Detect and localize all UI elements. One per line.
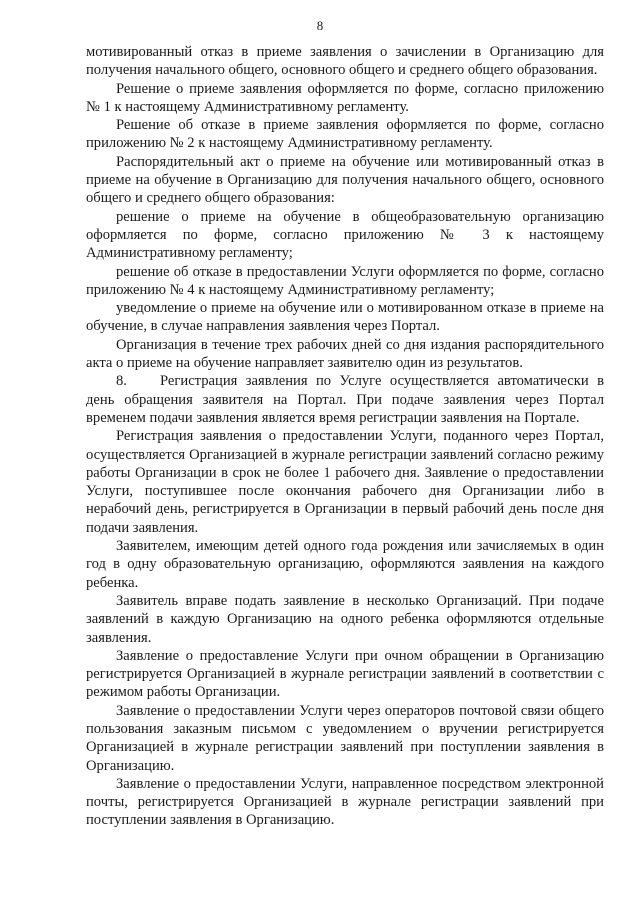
paragraph xyxy=(86,153,604,208)
paragraph xyxy=(86,80,604,117)
paragraph xyxy=(86,702,604,775)
paragraph-text: решение о приеме на обучение в общеобразовательную организацию оформляется по форме, согласно приложению № 3 к настоящему Административному регламенту; xyxy=(86,208,604,262)
paragraph-text: Заявление о предоставлении Услуги, направленное посредством электронной почты, регистрируется Организацией в журнале регистрации заявлений при поступлении заявления в Организацию. xyxy=(86,775,604,829)
paragraph-text: мотивированный отказ в приеме заявления о зачислении в Организацию для получения начального общего, основного общего и среднего общего образования. xyxy=(86,44,604,79)
paragraph-text: Организация в течение трех рабочих дней со дня издания распорядительного акта о приеме на обучение направляет заявителю один из результатов. xyxy=(86,336,604,372)
paragraph xyxy=(86,647,604,702)
paragraph-text: Заявитель вправе подать заявление в несколько Организаций. При подаче заявлений в каждую Организацию на одного ребенка оформляются отдельные заявления. xyxy=(86,592,604,646)
paragraph-text: Заявителем, имеющим детей одного года рождения или зачисляемых в один год в одну образовательную организацию, оформляются заявления на каждого ребенка. xyxy=(86,538,604,591)
document-body xyxy=(86,43,604,830)
paragraph-text: уведомление о приеме на обучение или о мотивированном отказе в приеме на обучение, в случае направления заявления через Портал. xyxy=(86,300,604,335)
paragraph xyxy=(86,208,604,263)
paragraph-text: Решение об отказе в приеме заявления оформляется по форме, согласно приложению № 2 к настоящему Административному регламенту. xyxy=(86,117,604,152)
paragraph xyxy=(86,775,604,830)
paragraph xyxy=(86,116,604,153)
paragraph xyxy=(86,43,604,80)
paragraph-text: Регистрация заявления о предоставлении Услуги, поданного через Портал, осуществляется Организацией в журнале регистрации заявлений согласно режиму работы Организации в срок не более 1 рабочего дня. Заявление о предоставлении Услуги, поступившее после окончания рабочего дня Организации либо в нерабочий день, регистрируется в Организации в первый рабочий день после дня подачи заявления. xyxy=(86,428,604,536)
paragraph-number: 8. xyxy=(116,373,127,390)
paragraph xyxy=(86,336,604,373)
paragraph xyxy=(86,263,604,300)
paragraph-text: Заявление о предоставлении Услуги через операторов почтовой связи общего пользования заказным письмом с уведомлением о вручении регистрируется Организацией в журнале регистрации заявлений при поступлении заявления в Организацию. xyxy=(86,702,604,774)
paragraph xyxy=(86,372,604,427)
paragraph xyxy=(86,592,604,647)
paragraph-text: Распорядительный акт о приеме на обучение или мотивированный отказ в приеме на обучение в Организацию для получения начального общего, основного общего и среднего общего образования: xyxy=(86,153,604,207)
page-number: 8 xyxy=(316,18,324,33)
paragraph-text: решение об отказе в предоставлении Услуги оформляется по форме, согласно приложению № 4 к настоящему Административному регламенту; xyxy=(86,263,604,298)
paragraph-text: Решение о приеме заявления оформляется по форме, согласно приложению № 1 к настоящему Административному регламенту. xyxy=(86,80,604,115)
paragraph-text: Регистрация заявления по Услуге осуществляется автоматически в день обращения заявителя на Портал. При подаче заявления через Портал временем подачи заявления является время регистрации заявления на Портале. xyxy=(86,373,604,426)
paragraph xyxy=(86,537,604,592)
paragraph-text: Заявление о предоставление Услуги при очном обращении в Организацию регистрируется Организацией в журнале регистрации заявлений в соответствии с режимом работы Организации. xyxy=(86,647,604,701)
paragraph xyxy=(86,299,604,336)
paragraph xyxy=(86,427,604,537)
